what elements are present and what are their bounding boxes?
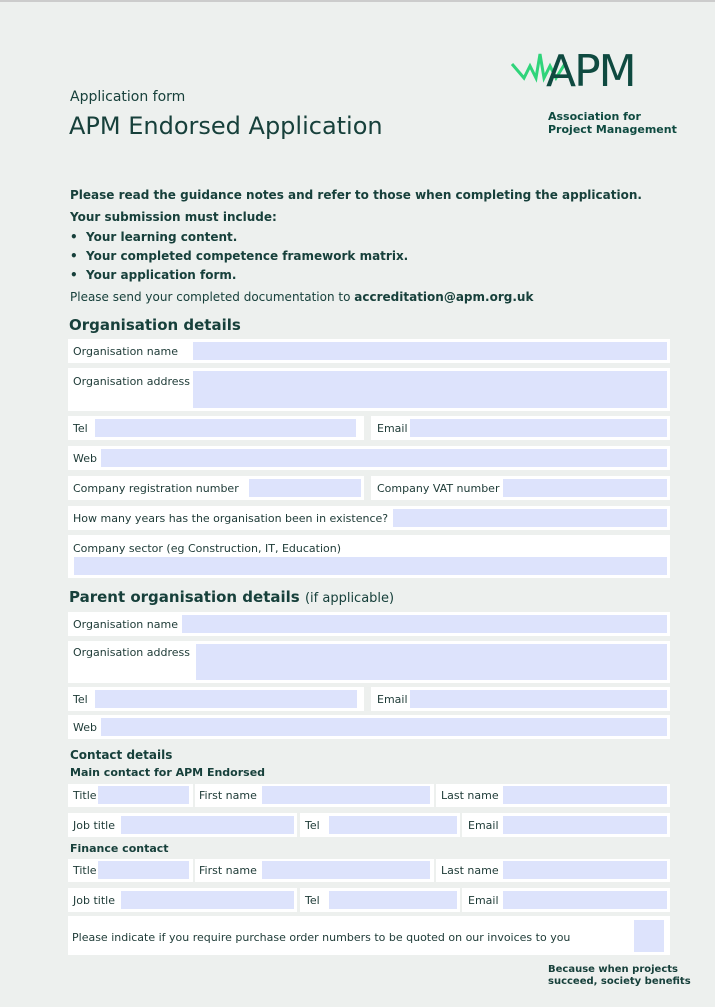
- finance-job-title-field[interactable]: [121, 891, 294, 909]
- po-question: Please indicate if you require purchase order numbers to be quoted on our invoices to you: [72, 931, 571, 944]
- submission-text: Your submission must include:: [70, 210, 277, 224]
- main-last-name-field[interactable]: [503, 786, 667, 804]
- finance-title-field[interactable]: [98, 861, 189, 879]
- years-field[interactable]: [393, 509, 667, 527]
- org-name-field[interactable]: [193, 342, 667, 360]
- finance-first-name-field[interactable]: [262, 861, 430, 879]
- org-heading: Organisation details: [69, 316, 241, 334]
- footer-tagline: Because when projects succeed, society benefits: [548, 964, 691, 987]
- apm-logo: APM Association for Project Management: [510, 52, 570, 90]
- org-email-field[interactable]: [410, 419, 667, 437]
- main-contact-heading: Main contact for APM Endorsed: [70, 766, 266, 779]
- parent-email-field[interactable]: [410, 690, 667, 708]
- org-web-field[interactable]: [101, 449, 667, 467]
- parent-name-field[interactable]: [182, 615, 667, 633]
- bullet-item: • Your completed competence framework matrix.: [70, 249, 409, 263]
- finance-tel-field[interactable]: [329, 891, 457, 909]
- parent-web-field[interactable]: [101, 718, 667, 736]
- main-email-field[interactable]: [503, 816, 667, 834]
- parent-address-field[interactable]: [196, 644, 667, 680]
- parent-heading: Parent organisation details (if applicable): [69, 588, 395, 606]
- finance-last-name-field[interactable]: [503, 861, 667, 879]
- bullet-item: • Your application form.: [70, 268, 237, 282]
- application-page: Application form APM Endorsed Application APM Association for Project Management Please read the guidance notes and refer to those when completing the application. Your submission must include: • Your learning content. • Your completed competence framework matrix. • Your application form. Please send your completed documentation to accreditation@apm.org.uk Organisation details Organisation name Organisation address Tel Email Web Company registration number Company VAT number How many years has the organisation been in existence? Company sector (eg Construction, IT, Education) Parent organisation details (if applicable) Organisation name Organisation address Tel Email Web Contact details Main contact for APM Endorsed Title First name Last name Job title Tel Email Finance contact Title First name Last name Job title Tel Email Please indicate if you require purchase order numbers to be quoted on our invoices to you Because when projects succeed, society benefits: [0, 0, 715, 1007]
- contact-heading: Contact details: [70, 748, 173, 762]
- main-job-title-field[interactable]: [121, 816, 294, 834]
- sector-field[interactable]: [74, 557, 667, 575]
- finance-contact-heading: Finance contact: [70, 842, 169, 855]
- main-first-name-field[interactable]: [262, 786, 430, 804]
- page-title: APM Endorsed Application: [69, 112, 383, 140]
- parent-tel-field[interactable]: [95, 690, 357, 708]
- email-link[interactable]: accreditation@apm.org.uk: [354, 290, 534, 304]
- org-tel-field[interactable]: [95, 419, 356, 437]
- bullet-item: • Your learning content.: [70, 230, 238, 244]
- company-vat-field[interactable]: [503, 479, 667, 497]
- main-title-field[interactable]: [98, 786, 189, 804]
- org-address-field[interactable]: [193, 371, 667, 408]
- guidance-text: Please read the guidance notes and refer to those when completing the application.: [70, 188, 642, 202]
- main-tel-field[interactable]: [329, 816, 457, 834]
- finance-email-field[interactable]: [503, 891, 667, 909]
- company-reg-field[interactable]: [249, 479, 361, 497]
- form-subtitle: Application form: [70, 89, 186, 105]
- po-checkbox[interactable]: [634, 920, 664, 952]
